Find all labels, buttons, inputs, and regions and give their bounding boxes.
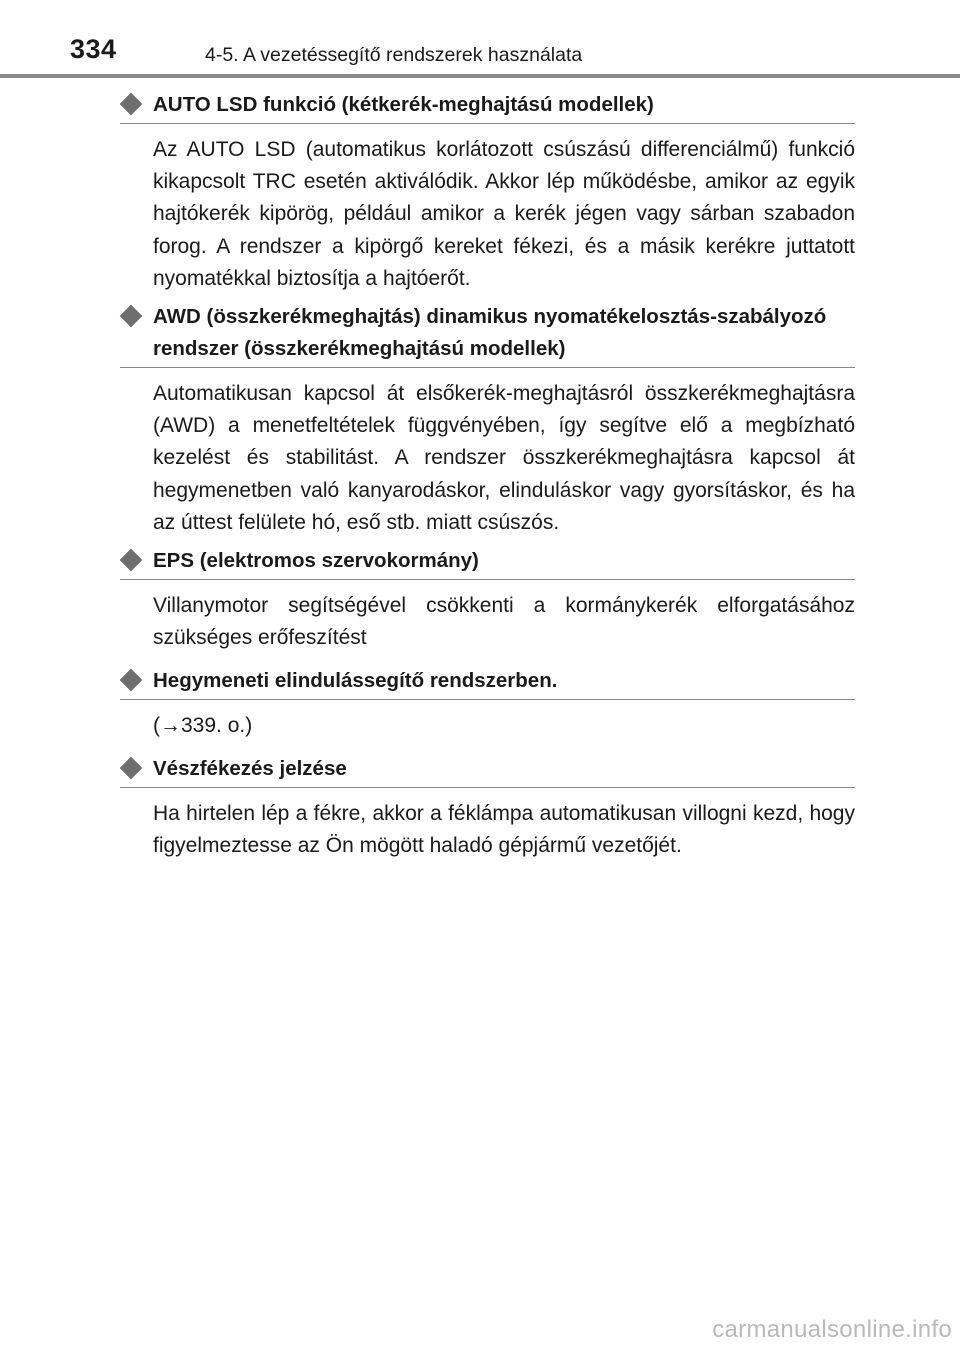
header-divider [0, 74, 960, 78]
section-divider [120, 367, 855, 368]
section-body: Automatikusan kapcsol át elsőkerék-meghajtásról összkerékmeghajtásra (AWD) a menetfeltételek függvényében, így segítve elő a megbízható kezelést és stabilitást. A rendszer összkerékmeghajtásra kapcsol át hegymenetben való kanyarodáskor, elinduláskor vagy gyorsításkor, és ha az úttest felülete hó, eső stb. miatt csúszós. [153, 382, 855, 534]
section-body: Villanymotor segítségével csökkenti a kormánykerék elforgatásához szükséges erőfeszítést [153, 594, 855, 650]
diamond-bullet-icon [120, 549, 143, 572]
section-auto-lsd [120, 89, 855, 295]
section-title-text: AUTO LSD funkció (kétkerék-meghajtású modellek) [153, 93, 654, 116]
section-title [120, 753, 855, 785]
section-divider [120, 123, 855, 124]
diamond-bullet-icon [120, 305, 143, 328]
watermark-text: carmanualsonline.info [712, 1316, 952, 1343]
page-number: 334 [70, 34, 117, 64]
section-divider [120, 699, 855, 700]
diamond-bullet-icon [120, 669, 143, 692]
section-title [120, 301, 855, 365]
section-emergency-brake-signal [120, 753, 855, 862]
diamond-bullet-icon [120, 757, 143, 780]
section-title-text: AWD (összkerékmeghajtás) dinamikus nyomatékelosztás-szabályozó rendszer (összkerékmeghajtású modellek) [153, 305, 827, 360]
section-title [120, 545, 855, 577]
section-title-text: Vészfékezés jelzése [153, 757, 347, 780]
section-hill-start-assist [120, 665, 855, 742]
chapter-title: 4-5. A vezetéssegítő rendszerek használata [205, 44, 583, 66]
section-title [120, 89, 855, 121]
diamond-bullet-icon [120, 93, 143, 116]
section-body: Az AUTO LSD (automatikus korlátozott csúszású differenciálmű) funkció kikapcsolt TRC esetén aktiválódik. Akkor lép működésbe, amikor az egyik hajtókerék kipörög, például amikor a kerék jégen vagy sárban szabadon forog. A rendszer a kipörgő kereket fékezi, és a másik kerékre juttatott nyomatékkal biztosítja a hajtóerőt. [153, 138, 855, 290]
section-title-text: Hegymeneti elindulássegítő rendszerben. [153, 669, 558, 692]
section-body: (→339. o.) [153, 714, 253, 737]
section-title-text: EPS (elektromos szervokormány) [153, 549, 479, 572]
section-body: Ha hirtelen lép a fékre, akkor a féklámpa automatikusan villogni kezd, hogy figyelmeztesse az Ön mögött haladó gépjármű vezetőjét. [153, 802, 855, 858]
section-title [120, 665, 855, 697]
section-eps [120, 545, 855, 654]
page-header [0, 0, 960, 80]
section-divider [120, 787, 855, 788]
section-awd [120, 301, 855, 539]
section-divider [120, 579, 855, 580]
